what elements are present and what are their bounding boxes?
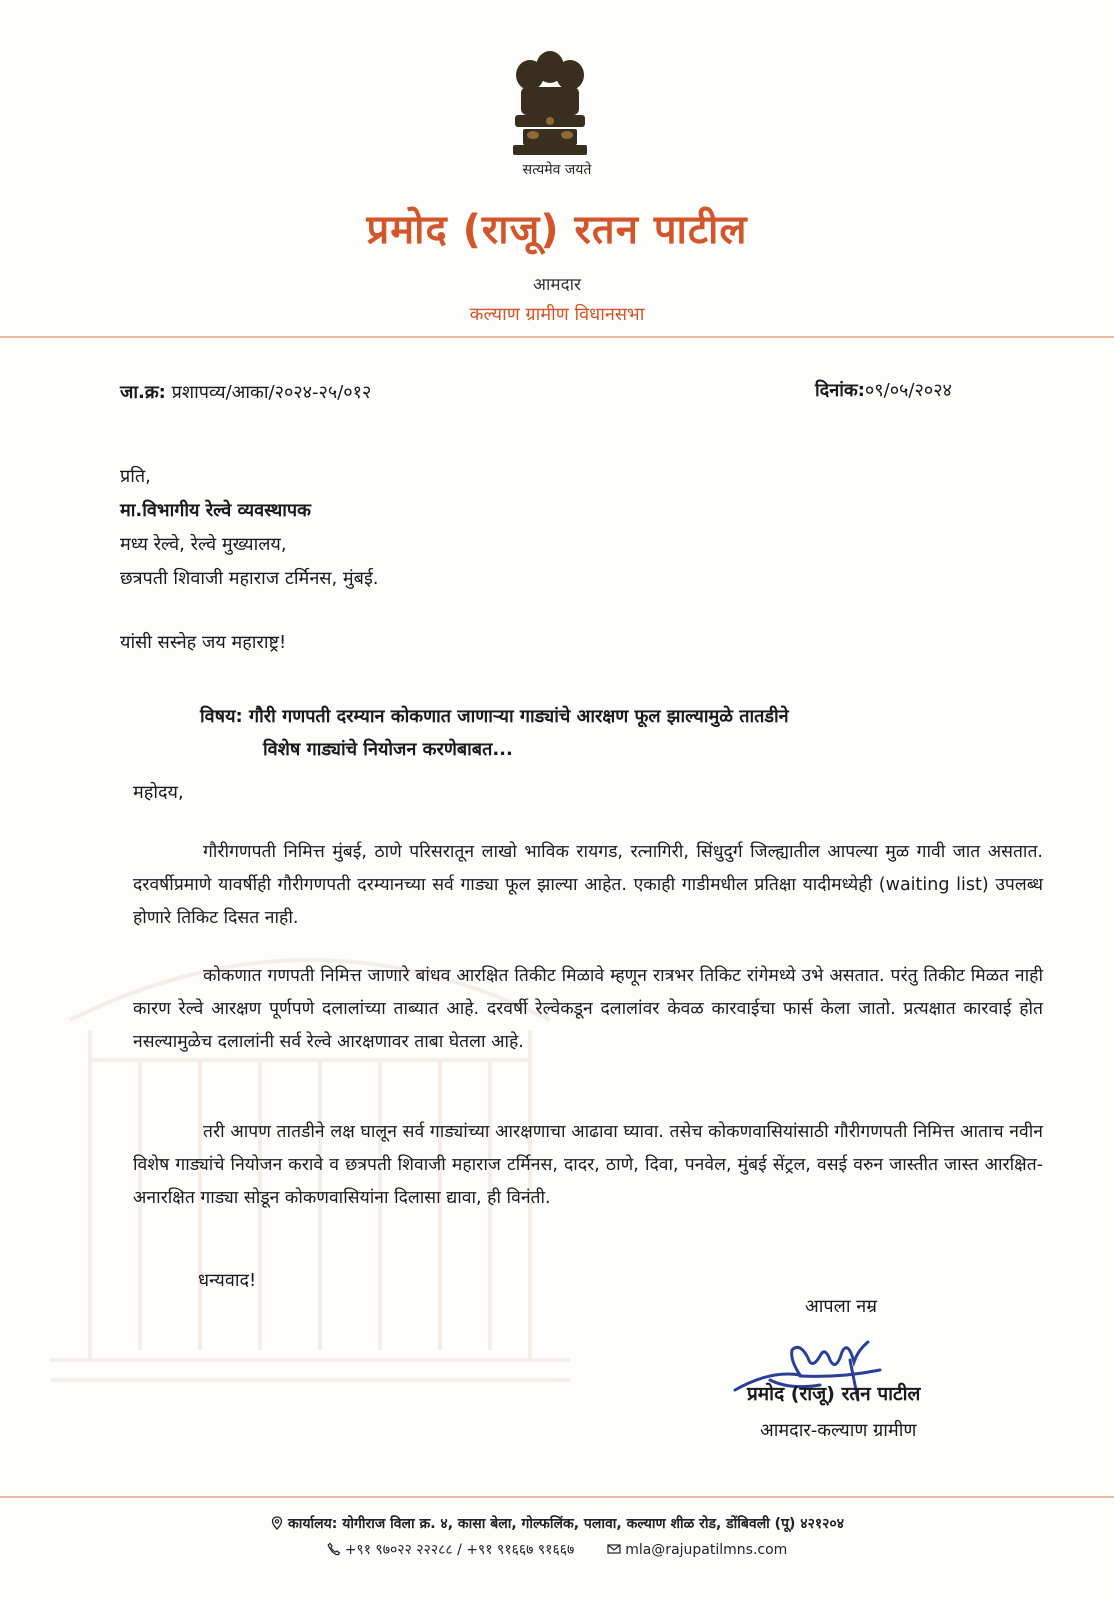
recipient-line2: छत्रपती शिवाजी महाराज टर्मिनस, मुंबई. — [120, 568, 379, 589]
body-paragraph-2-text: कोकणात गणपती निमित्त जाणारे बांधव आरक्षित तिकीट मिळावे म्हणून रात्रभर तिकिट रांगेमध्ये उभे असतात. परंतु तिकीट मिळत नाही कारण रेल्वे आरक्षण पूर्णपणे दलालांच्या ताब्यात आहे. दरवर्षी रेल्वेकडून दलालांवर केवळ कारवाईचा फार्स केला जातो. प्रत्यक्षात कारवाई होत नसल्यामुळेच दलालांनी सर्व रेल्वे आरक्षणावर ताबा घेतला आहे. — [133, 966, 1043, 1052]
footer-contacts — [0, 1540, 1114, 1559]
letterhead-constituency: कल्याण ग्रामीण विधानसभा — [469, 304, 645, 325]
header-divider — [0, 336, 1114, 338]
reference-value: प्रशापव्य/आका/२०२४-२५/०१२ — [165, 382, 372, 403]
body-paragraph-3 — [133, 1116, 1043, 1215]
reference-number — [120, 380, 371, 404]
date-value: ०९/०५/२०२४ — [864, 380, 952, 401]
greeting: यांसी सस्नेह जय महाराष्ट्र! — [120, 632, 287, 653]
closing-yours: आपला नम्र — [805, 1296, 877, 1317]
location-pin-icon — [270, 1516, 284, 1530]
recipient-title: मा.विभागीय रेल्वे व्यवस्थापक — [120, 500, 311, 521]
letter-date — [815, 378, 952, 402]
body-paragraph-1-text: गौरीगणपती निमित्त मुंबई, ठाणे परिसरातून लाखो भाविक रायगड, रत्नागिरी, सिंधुदुर्ग जिल्ह्यातील आपल्या मुळ गावी जात असतात. दरवर्षीप्रमाणे यावर्षीही गौरीगणपती दरम्यानच्या सर्व गाड्या फूल झाल्या आहेत. एकाही गाडीमधील प्रतिक्षा यादीमध्येही (waiting list) उपलब्ध होणारे तिकिट दिसत नाही. — [133, 842, 1043, 928]
body-paragraph-1 — [133, 836, 1043, 935]
subject-block — [200, 700, 1040, 766]
footer-address — [0, 1514, 1114, 1533]
body-paragraph-2 — [133, 960, 1043, 1059]
footer-email[interactable]: mla@rajupatilmns.com — [625, 1542, 788, 1558]
phone-icon — [327, 1542, 341, 1556]
letterhead-name: प्रमोद (राजू) रतन पाटील — [366, 207, 748, 253]
recipient-block — [120, 460, 379, 596]
closing-thanks: धन्यवाद! — [198, 1270, 257, 1291]
signatory-name: प्रमोद (राजू) रतन पाटील — [747, 1383, 921, 1405]
footer-address-text: कार्यालय: योगीराज विला क्र. ४, कासा बेला, गोल्फलिंक, पलावा, कल्याण शीळ रोड, डोंबिवली (पू) ४२१२०४ — [288, 1516, 844, 1532]
ashoka-emblem — [505, 45, 595, 165]
salutation: महोदय, — [133, 782, 184, 803]
mail-icon — [607, 1542, 621, 1556]
date-label: दिनांक: — [815, 380, 865, 401]
subject-line1: विषय: गौरी गणपती दरम्यान कोकणात जाणाऱ्या गाड्यांचे आरक्षण फूल झाल्यामुळे तातडीने — [200, 706, 789, 727]
signatory-designation: आमदार-कल्याण ग्रामीण — [760, 1420, 917, 1441]
national-motto: सत्यमेव जयते — [522, 162, 592, 178]
reference-label: जा.क्र: — [120, 382, 166, 403]
footer-phones: +९१ ९७०२२ २२२८८ / +९१ ९१६६७ ९१६६७ — [344, 1542, 575, 1558]
footer-divider — [0, 1496, 1114, 1498]
recipient-prefix: प्रति, — [120, 466, 151, 487]
subject-line2: विशेष गाड्यांचे नियोजन करणेबाबत... — [263, 739, 513, 760]
body-paragraph-3-text: तरी आपण तातडीने लक्ष घालून सर्व गाड्यांच्या आरक्षणाचा आढावा घ्यावा. तसेच कोकणवासियांसाठी गौरीगणपती निमित्त आताच नवीन विशेष गाड्यांचे नियोजन करावे व छत्रपती शिवाजी महाराज टर्मिनस, दादर, ठाणे, दिवा, पनवेल, मुंबई सेंट्रल, वसई वरुन जास्तीत जास्त आरक्षित-अनारक्षित गाड्या सोडून कोकणवासियांना दिलासा द्यावा, ही विनंती. — [133, 1122, 1043, 1208]
recipient-line1: मध्य रेल्वे, रेल्वे मुख्यालय, — [120, 534, 287, 555]
letterhead-designation: आमदार — [533, 275, 581, 295]
